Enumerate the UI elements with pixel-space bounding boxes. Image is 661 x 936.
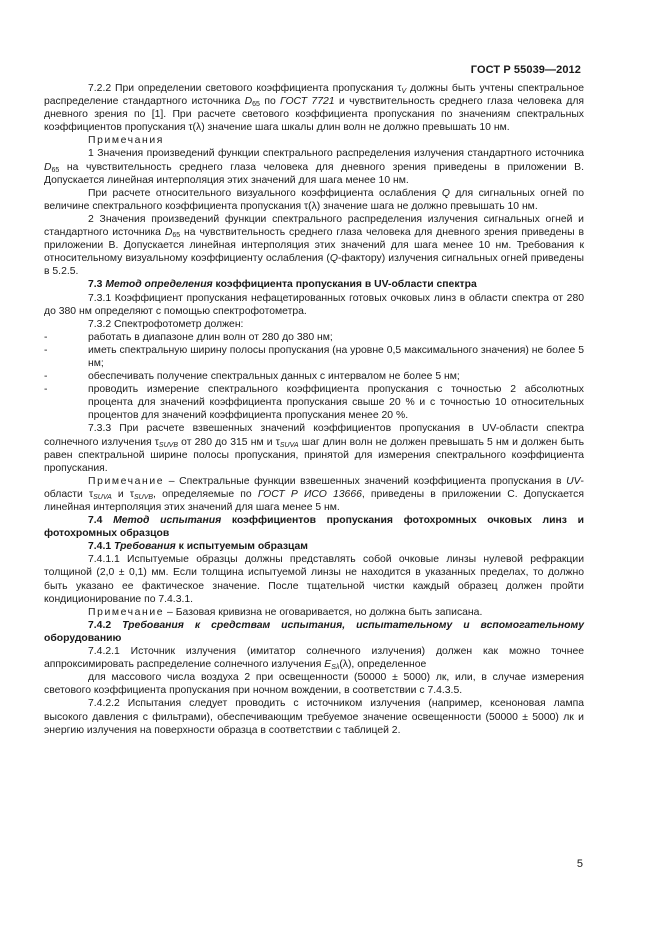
dash-marker: -	[44, 384, 48, 396]
subscript: V	[401, 88, 407, 95]
text-run: от 280 до 315 нм и τ	[177, 436, 280, 448]
requirement-text: проводить измерение спектрального коэффициента пропускания с точностью 2 абсолютных процента для значений коэффициента пропускания свыше 20 % и с точностью 10 относительных процентов для значений коэффициента пропускания менее 20 %.	[88, 384, 584, 422]
paragraph-7-3-2: 7.3.2 Спектрофотометр должен:	[88, 318, 244, 330]
dash-marker: -	[44, 331, 48, 343]
paragraph-7-4-1-1: 7.4.1.1 Испытуемые образцы должны представлять собой очковые линзы нулевой рефракции толщиной (2,0 ± 0,1) мм. Если толщина испытуемой линзы не находится в указанных пределах, то должно быть указано ее фактическое значение. После тщательной чистки каждый образец должен пройти кондиционирование по 7.4.3.1.	[44, 554, 584, 605]
heading-italic-part: Метод определения	[105, 279, 213, 291]
page-number: 5	[576, 858, 583, 870]
section-number: 7.4.1	[88, 541, 114, 553]
italic-symbol: Q	[329, 253, 338, 265]
requirement-item	[44, 370, 584, 383]
text-run: по	[259, 96, 281, 108]
subscript: SUVA	[93, 493, 112, 501]
subscript: SUVA	[279, 441, 299, 449]
paragraph-7-4-2-1	[44, 645, 584, 671]
requirement-text: работать в диапазоне длин волн от 280 до 380 нм;	[88, 331, 333, 343]
subscript: SUVB	[133, 493, 154, 501]
italic-symbol: E	[324, 659, 332, 671]
paragraph-7-3-1: 7.3.1 Коэффициент пропускания нефацетированных готовых очковых линз в области спектра от 280 до 380 нм определяют с помощью спектрофотометра.	[44, 292, 584, 317]
heading-text: коэффициентов пропускания фотохромных очковых линз и фотохромных образцов	[44, 515, 584, 540]
heading-italic-part: Метод испытания	[113, 515, 222, 527]
notes-title: Примечания	[88, 135, 164, 147]
section-number: 7.4.2	[88, 619, 123, 631]
standard-reference: ГОСТ 7721	[280, 96, 335, 108]
section-heading-7-4	[44, 514, 584, 540]
text-run: 7.2.2 При определении светового коэффициента пропускания τ	[88, 83, 402, 94]
document-body	[44, 82, 584, 737]
text-run: на чувствительность среднего глаза человека для дневного зрения приведены в приложении В. Допускается линейная интерполяция этих значений для шага менее 10 нм. Требования к относительному визуальному коэффициенту ослабления (	[44, 227, 585, 265]
text-run: – Спектральные функции взвешенных значений коэффициента пропускания в	[164, 475, 567, 487]
text-run: , определяемые по	[153, 488, 258, 500]
requirement-text: обеспечивать получение спектральных данных с интервалом не более 5 нм;	[88, 371, 460, 383]
text-run: на чувствительность среднего глаза человека для дневного зрения приведены в приложении В. Допускается линейная интерполяция этих значений для шага менее 10 нм.	[44, 161, 584, 186]
note-2	[44, 213, 584, 278]
note-label: Примечание	[88, 606, 165, 618]
text-run: 1 Значения произведений функции спектрального распределения излучения стандартного источника	[88, 148, 584, 160]
standard-reference: ГОСТ Р ИСО 13666	[257, 488, 362, 500]
dash-marker: -	[44, 371, 48, 383]
text-run: 7.3.3 При расчете взвешенных значений коэффициентов пропускания в UV-области спектра солнечного излучения τ	[44, 423, 584, 448]
text-run: для сигнальных огней по величине спектрального коэффициента пропускания τ(λ) значение шага не должно превышать 10 нм.	[44, 187, 585, 212]
text-run: -фактору) излучения сигнальных огней приведены в 5.2.5.	[44, 253, 584, 278]
text-run: При расчете относительного визуального коэффициента ослабления	[88, 187, 442, 199]
dash-marker: -	[44, 344, 48, 356]
document-header-id: ГОСТ Р 55039—2012	[470, 64, 581, 76]
section-heading-7-4-2	[44, 619, 584, 645]
heading-text: оборудованию	[44, 632, 122, 644]
subscript: 65	[172, 232, 181, 240]
note-1	[44, 147, 584, 186]
italic-symbol: Q	[441, 187, 450, 199]
note-7-4-1	[44, 606, 584, 619]
section-heading-7-3	[44, 278, 584, 291]
subscript: 65	[51, 166, 60, 174]
paragraph-7-3-3	[44, 422, 584, 474]
paragraph-7-2-2	[44, 82, 584, 134]
paragraph-7-4-2-1-continued: для массового числа воздуха 2 при освещенности (50000 ± 5000) лк, или, в случае измерения светового коэффициента пропускания при ночном вождении, в соответствии с 7.4.3.5.	[44, 672, 584, 697]
text-run: 2 Значения произведений функции спектрального распределения излучения сигнальных огней и стандартного источника	[44, 213, 584, 239]
paragraph-7-4-2-2: 7.4.2.2 Испытания следует проводить с источником излучения (например, ксеноновая лампа высокого давления с фильтрами), обеспечивающим требуемое значение освещенности (50000 ± 5000) лк и энергию излучения на поверхности образца в соответствии с таблицей 2.	[44, 698, 584, 736]
subscript: 65	[252, 101, 260, 109]
subscript: Sλ	[331, 664, 340, 672]
requirement-item	[44, 344, 584, 370]
heading-italic-part: Требования к средствам испытания, испытательному и вспомогательному	[122, 619, 584, 631]
section-number: 7.3	[88, 279, 106, 291]
text-run: – Базовая кривизна не оговаривается, но должна быть записана.	[164, 606, 483, 618]
note-1-continued	[44, 187, 584, 213]
heading-text: коэффициента пропускания в UV-области спектра	[212, 279, 477, 291]
requirement-item	[44, 331, 584, 344]
requirement-item	[44, 383, 584, 422]
text-run: , приведены в приложении С. Допускается линейная интерполяция этих значений для шага менее 5 нм.	[44, 488, 585, 513]
subscript: SUVB	[158, 441, 178, 449]
text-run: и чувствительность среднего глаза человека для дневного зрения по [1]. При расчете светового коэффициента пропускания по значениям спектральных коэффициентов пропускания τ(λ) значение шага шкалы длин волн не должно превышать 10 нм.	[44, 96, 585, 134]
italic-symbol: D	[244, 96, 253, 108]
text-run: и τ	[111, 488, 134, 500]
text-run: (λ), определенное	[339, 659, 427, 671]
italic-symbol: D	[44, 161, 52, 173]
section-heading-7-4-1	[44, 540, 584, 553]
requirement-text: иметь спектральную ширину полосы пропускания (на уровне 0,5 максимального значения) не более 5 нм;	[88, 344, 584, 369]
section-number: 7.4	[88, 515, 114, 527]
heading-italic-part: Требования	[114, 541, 176, 553]
note-7-3-3	[44, 475, 584, 514]
italic-symbol: D	[164, 227, 173, 239]
note-label: Примечание	[88, 475, 165, 487]
text-run: 7.4.2.1 Источник излучения (имитатор солнечного излучения) должен как можно точнее аппроксимировать распределение солнечного излучения	[44, 646, 584, 671]
text-run: шаг длин волн не должен превышать 5 нм и должен быть равен спектральной ширине полосы пропускания, принятой для измерения спектрального коэффициента пропускания.	[44, 436, 584, 474]
heading-text: к испытуемым образцам	[175, 541, 308, 553]
italic-symbol: UV	[566, 475, 581, 487]
text-run: должны быть учтены спектральное распределение стандартного источника	[44, 83, 584, 108]
text-run: -области τ	[44, 475, 584, 500]
